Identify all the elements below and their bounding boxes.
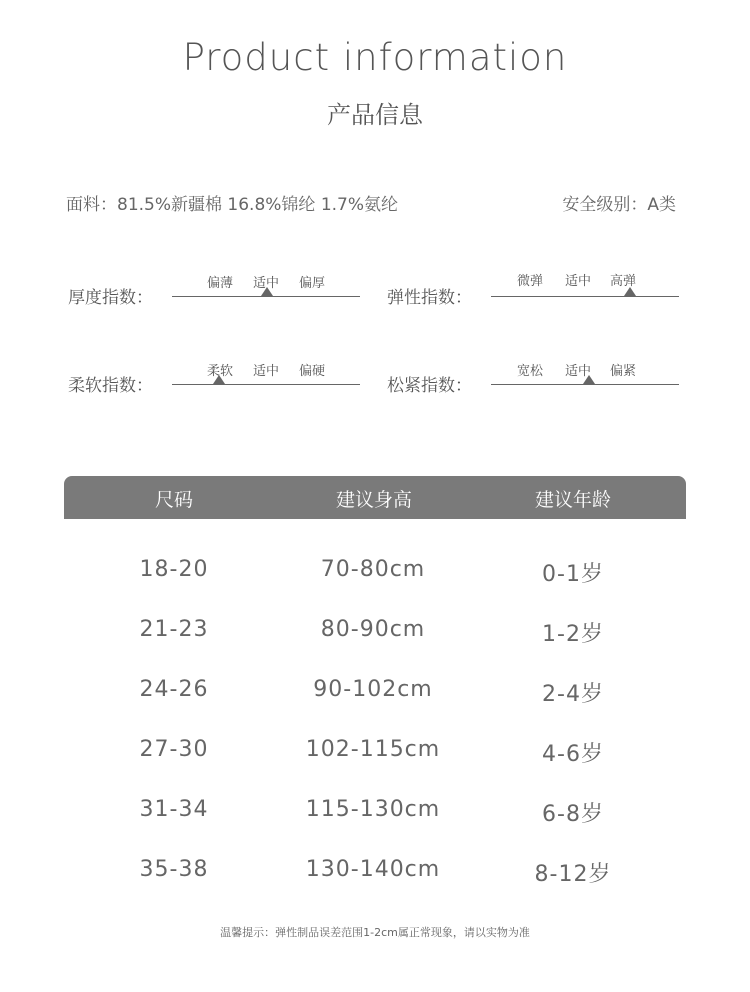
option-soft: 柔软 [206, 364, 233, 379]
size-table-header [64, 476, 686, 519]
option-medium: 适中 [564, 274, 591, 289]
elasticity-index-label: 弹性指数： [387, 288, 472, 308]
cell-size: 18-20 [139, 557, 209, 582]
option-medium: 适中 [564, 364, 591, 379]
softness-indicator-icon [213, 375, 225, 384]
option-loose: 宽松 [516, 364, 543, 379]
cell-age: 0-1岁 [542, 562, 604, 587]
cell-height: 102-115cm [305, 737, 441, 762]
cell-age: 1-2岁 [542, 622, 604, 647]
cell-age: 8-12岁 [534, 862, 612, 887]
thickness-indicator-icon [261, 287, 273, 296]
cell-size: 31-34 [139, 797, 209, 822]
tolerance-note: 温馨提示：弹性制品误差范围1-2cm属正常现象，请以实物为准 [220, 926, 530, 939]
cell-height: 115-130cm [305, 797, 441, 822]
cell-size: 35-38 [139, 857, 209, 882]
tightness-index [387, 360, 697, 400]
option-medium: 适中 [252, 364, 279, 379]
cell-height: 70-80cm [320, 557, 426, 582]
cell-age: 6-8岁 [542, 802, 604, 827]
tightness-scale-line [491, 384, 679, 385]
option-medium: 适中 [252, 276, 279, 291]
tightness-indicator-icon [583, 375, 595, 384]
softness-scale-line [172, 384, 360, 385]
thickness-index [68, 272, 378, 312]
option-thick: 偏厚 [298, 276, 325, 291]
option-thin: 偏薄 [206, 276, 233, 291]
cell-height: 130-140cm [305, 857, 441, 882]
softness-index-label: 柔软指数： [68, 376, 153, 396]
elasticity-indicator-icon [624, 287, 636, 296]
softness-index [68, 360, 378, 400]
safety-level: 安全级别：A类 [562, 195, 676, 215]
table-row [0, 557, 750, 597]
table-row [0, 677, 750, 717]
cell-height: 90-102cm [313, 677, 433, 702]
thickness-index-label: 厚度指数： [68, 288, 153, 308]
cell-size: 21-23 [139, 617, 209, 642]
option-slight-stretch: 微弹 [516, 274, 543, 289]
title-english: Product information [182, 36, 568, 79]
cell-size: 24-26 [139, 677, 209, 702]
option-hard: 偏硬 [298, 364, 325, 379]
table-row [0, 857, 750, 897]
elasticity-index [387, 272, 697, 312]
tightness-index-label: 松紧指数： [387, 376, 472, 396]
title-chinese: 产品信息 [327, 101, 423, 129]
cell-size: 27-30 [139, 737, 209, 762]
header-age: 建议年龄 [534, 489, 611, 511]
option-tight: 偏紧 [609, 364, 636, 379]
option-high-stretch: 高弹 [609, 274, 636, 289]
header-height: 建议身高 [335, 489, 412, 511]
thickness-scale-line [172, 296, 360, 297]
table-row [0, 617, 750, 657]
fabric-composition: 面料：81.5%新疆棉 16.8%锦纶 1.7%氨纶 [66, 195, 399, 215]
header-size: 尺码 [154, 489, 193, 511]
table-row [0, 797, 750, 837]
cell-age: 2-4岁 [542, 682, 604, 707]
cell-height: 80-90cm [320, 617, 426, 642]
table-row [0, 737, 750, 777]
cell-age: 4-6岁 [542, 742, 604, 767]
elasticity-scale-line [491, 296, 679, 297]
